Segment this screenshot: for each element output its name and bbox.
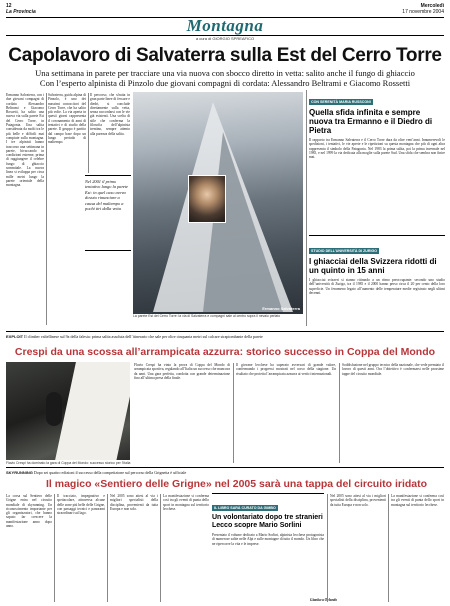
author-signature: Gianluca Orlando [310, 598, 338, 602]
story2-headline: Crespi da una scossa all’arrampicata azzurra: storico successo in Coppa del Mondo [14, 346, 436, 358]
story2-column-1: Flavio Crespi ha vinto la prova di Coppa del Mondo di arrampicata sportiva, regalando all’Italia un successo che mancava da anni. Una gara perfetta, condotta con grande determinazione fino all’ultima presa della finale. [134, 363, 230, 380]
strip-text: Il climber valtellinese sul 9a della falesia: prima salita assoluta dell’itinerario che sale per oltre cinquanta metri sul calcare strapiombante della parete [24, 334, 263, 339]
sidebar-headline: I ghiacciai della Svizzera ridotti di un quinto in 15 anni [309, 257, 437, 275]
strip-label: SKYRUNNING [6, 470, 33, 475]
exploit-strip [6, 331, 444, 339]
column-divider [160, 494, 161, 602]
lead-deck: Una settimana in parete per tracciare una via nuova con sbocco diretto in vetta: salito anche il fungo di ghiaccio Con l’esperto alpinista di Pinzolo due giovani compagni di cordata: Alessandro Beltrami e Giacomo Rossetti [35, 68, 415, 88]
story3-column-6: La manifestazione si conferma così tra gli eventi di punta dello sport in montagna sul territorio lecchese. [391, 494, 444, 507]
strip-label: EXPLOIT [6, 334, 24, 339]
column-divider [54, 494, 55, 602]
climber-photo [6, 362, 130, 460]
sidebar-story-2 [309, 235, 445, 325]
column-divider [306, 90, 307, 326]
sidebar-kicker: CON SERENITÀ MARIA RUSSCONI [311, 100, 371, 104]
rock-wall-shape [54, 362, 130, 460]
story3-column-4: La manifestazione si conferma così tra gli eventi di punta dello sport in montagna sul territorio lecchese. [163, 494, 209, 511]
column-divider [233, 363, 234, 463]
page-number: 12 [6, 3, 12, 9]
column-divider [388, 494, 389, 602]
photo-caption: La parete Est del Cerro Torre: la via di Salvaterra e compagni sale al centro sopra il nevaio perlato [133, 314, 281, 318]
story3-column-2: Il tracciato, impegnativo e spettacolare, attraversa alcune delle zone più belle delle Grigne, con passaggi tecnici e panorami straordinari sul lago. [57, 494, 105, 516]
climber-silhouette [46, 392, 62, 426]
pull-quote: Nel 2001 il primo tentativo lungo la parete Est: in quel caso aveva dovuto rinunciare a causa del maltempo a pochi tiri dalla vetta [85, 175, 131, 251]
story3-column-1: La corsa sul Sentiero delle Grigne entra nel circuito mondiale di skyrunning. Un riconoscimento importante per gli organizzatori, che hanno saputo far crescere la manifestazione anno dopo anno. [6, 494, 52, 529]
sidebar-body: Il rapporto tra Ermanno Salvaterra e il Cerro Torre dura da oltre vent’anni. Innumerevoli le spedizioni, i tentativi, le vie aperte e le ripetizioni su questa montagna che più di ogni altra rappresenta il simbolo della Patagonia. Nel 1983 la prima salita, poi la prima invernale nel 1985, e nel 1999 la via dedicata alla moglie sulla parete Sud. Una sfida che sembra non finire mai. [309, 138, 445, 160]
section-byline: a cura di GIORGIO SPREAFICO [195, 36, 255, 41]
sidebar-kicker: STUDIO DELL’UNIVERSITÀ DI ZURIGO [311, 249, 378, 253]
lead-column-1: Ermanno Salvaterra, con i due giovani compagni di cordata Alessandro Beltrami e Giacomo Rossetti, ha salito una nuova via sulla parete Est del Cerro Torre, in Patagonia. Una salita considerata da molti tra le più belle e difficili mai compiute sulla montagna. I tre alpinisti hanno trascorso una settimana in parete, bivaccando in condizioni estreme, prima di raggiungere il celebre fungo di ghiaccio sommitale. La nuova linea si sviluppa per circa mille metri lungo la parete orientale della montagna. [6, 93, 44, 188]
skyrunning-strip [6, 467, 444, 475]
story3-column-5: Nel 2005 sono attesi al via i migliori specialisti della disciplina, provenienti da tutta Europa e non solo. [330, 494, 386, 507]
sidebar-body: Presentato il volume dedicato a Mario Sorlini, alpinista lecchese protagonista di numerose salite nelle Alpi e sulle montagne di tutto il mondo. Un libro che ne ripercorre la vita e le imprese. [212, 533, 324, 546]
column-divider [88, 93, 89, 173]
portrait-inset-photo [188, 175, 226, 223]
story3-column-3: Nel 2005 sono attesi al via i migliori specialisti della disciplina, provenienti da tutta Europa e non solo. [110, 494, 158, 511]
issue-date: 17 novembre 2004 [402, 9, 444, 15]
sidebar-story-1 [309, 90, 445, 230]
photo-label: Ermanno Salvaterra [262, 306, 300, 311]
lead-headline: Capolavoro di Salvaterra sulla Est del Cerro Torre [8, 45, 442, 66]
lead-column-3: Il percorso, che sfrutta in gran parte linee di fessure e diedri, si conclude direttamente sulla vetta, senza raccordarsi con le vie già esistenti. Una scelta di stile che conferma la filosofia dell’alpinista trentino, sempre attento alla purezza della salita. [90, 93, 130, 136]
sidebar-story-3 [212, 493, 324, 603]
section-title: Montagna [186, 16, 264, 35]
issue-day: Mercoledì [420, 3, 444, 9]
sidebar-body: I ghiacciai svizzeri si stanno ritirando a un ritmo preoccupante: secondo uno studio dell’università di Zurigo, tra il 1985 e il 2000 hanno perso circa il 20 per cento della loro superficie. Un fenomeno legato all’aumento delle temperature medie registrato negli ultimi decenni. [309, 278, 445, 295]
story2-column-3: Soddisfazione nel gruppo tecnico della nazionale, che vede premiato il lavoro di questi anni. Ora l’obiettivo è confermarsi nelle prossime tappe del circuito mondiale. [342, 363, 444, 376]
sidebar-headline: Quella sfida infinita e sempre nuova tra Ermanno e il Diedro di Pietra [309, 108, 433, 135]
climber-caption: Flavio Crespi ha dominato la gara di Coppa del Mondo: successo storico per l’Italia [6, 461, 131, 465]
strip-text: Dopo sei quattro edizioni il successo della competizione sul percorso della Grignetta è ufficiale [33, 470, 187, 475]
story3-headline: Il magico «Sentiero delle Grigne» nel 2005 sarà una tappa del circuito iridato [46, 478, 428, 490]
column-divider [107, 494, 108, 602]
lead-column-2: Salvaterra, guida alpina di Pinzolo, è uno dei massimi conoscitori del Cerro Torre, che ha salito più volte. La via aperta in questi giorni rappresenta il coronamento di anni di tentativi e di studio della parete. Il gruppo è partito dal campo base dopo un lungo periodo di maltempo. [48, 93, 86, 145]
story2-column-2: Il giovane lecchese ha superato avversari di grande valore, confermando i progressi mostrati nel corso della stagione. Un risultato che proietta l’arrampicata azzurra ai vertici internazionali. [236, 363, 336, 376]
column-divider [327, 494, 328, 602]
column-divider [339, 363, 340, 463]
column-divider [46, 93, 47, 325]
paper-name: La Provincia [6, 9, 36, 15]
sidebar-kicker: IL LIBRO SARÀ CURATO DA GIMBO [214, 506, 276, 510]
sidebar-headline: Un volontariato dopo tre stranieri Lecco scopre Mario Sorlini [212, 514, 323, 529]
